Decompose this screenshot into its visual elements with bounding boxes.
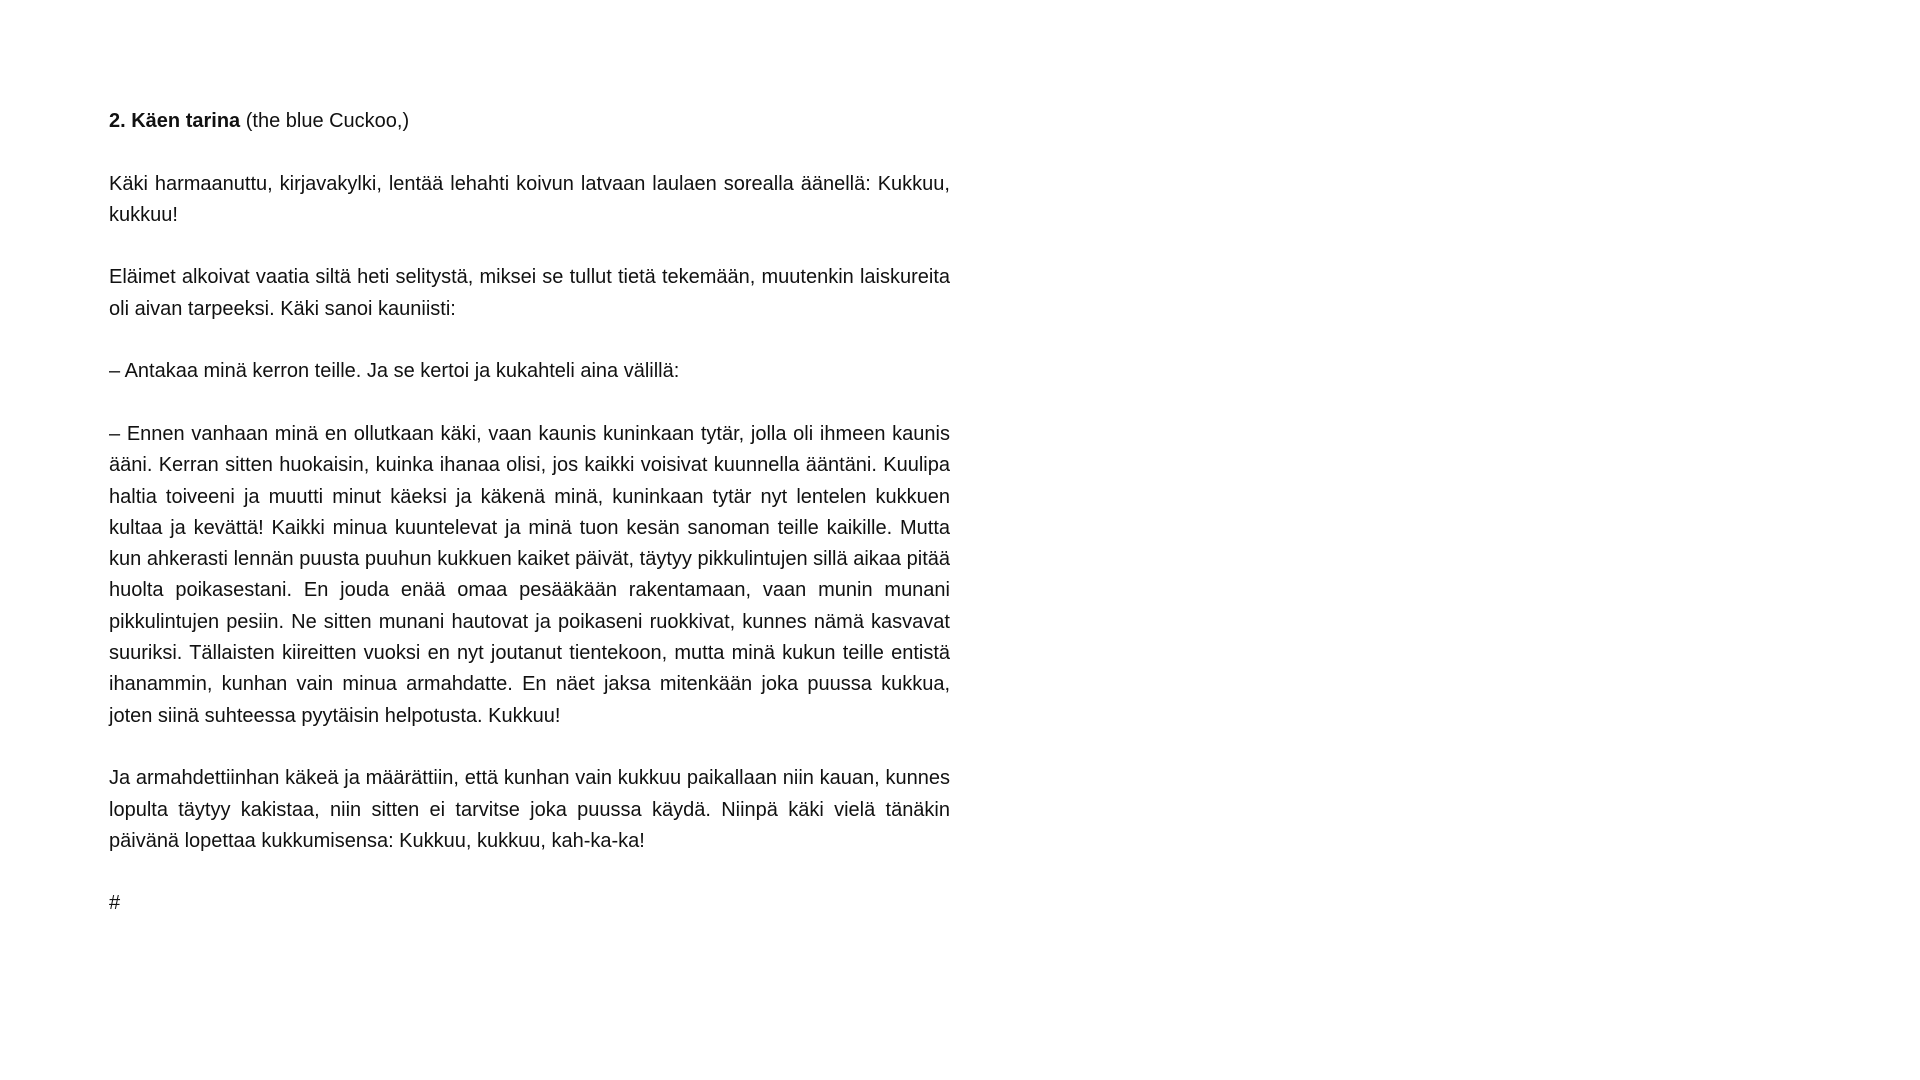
- paragraph-1: Käki harmaanuttu, kirjavakylki, lentää lehahti koivun latvaan laulaen sorealla äänellä: Kukkuu, kukkuu!: [109, 172, 950, 226]
- paragraph-5: Ja armahdettiinhan käkeä ja määrättiin, että kunhan vain kukkuu paikallaan niin kauan, kunnes lopulta täytyy kakistaa, niin sitten ei tarvitse joka puussa käydä. Niinpä käki vielä tänäkin päivänä lopettaa kukkumisensa: Kukkuu, kukkuu, kah-ka-ka!: [109, 767, 950, 852]
- story-heading: [109, 106, 950, 137]
- paragraph-2: Eläimet alkoivat vaatia siltä heti selitystä, miksei se tullut tietä tekemään, muutenkin laiskureita oli aivan tarpeeksi. Käki sanoi kauniisti:: [109, 266, 950, 320]
- story-text: [109, 106, 950, 951]
- paragraph-3: – Antakaa minä kerron teille. Ja se kertoi ja kukahteli aina välillä:: [109, 360, 680, 383]
- story-subtitle: (the blue Cuckoo,): [240, 110, 410, 132]
- paragraph-4: – Ennen vanhaan minä en ollutkaan käki, vaan kaunis kuninkaan tytär, jolla oli ihmeen kaunis ääni. Kerran sitten huokaisin, kuinka ihanaa olisi, jos kaikki voisivat kuunnella ääntäni. Kuulipa haltia toiveeni ja muutti minut käeksi ja käkenä minä, kuninkaan tytär nyt lentelen kukkuen kultaa ja kevättä! Kaikki minua kuuntelevat ja minä tuon kesän sanoman teille kaikille. Mutta kun ahkerasti lennän puusta puuhun kukkuen kaiket päivät, täytyy pikkulintujen sillä aikaa pitää huolta poikasestani. En jouda enää omaa pesääkään rakentamaan, vaan munin munani pikkulintujen pesiin. Ne sitten munani hautovat ja poikaseni ruokkivat, kunnes nämä kasvavat suuriksi. Tällaisten kiireitten vuoksi en nyt joutanut tientekoon, mutta minä kukun teille entistä ihanammin, kunhan vain minua armahdatte. En näet jaksa mitenkään joka puussa kukkua, joten siinä suhteessa pyytäisin helpotusta. Kukkuu!: [109, 422, 950, 727]
- story-title: 2. Käen tarina: [109, 110, 241, 132]
- end-marker: #: [109, 892, 121, 915]
